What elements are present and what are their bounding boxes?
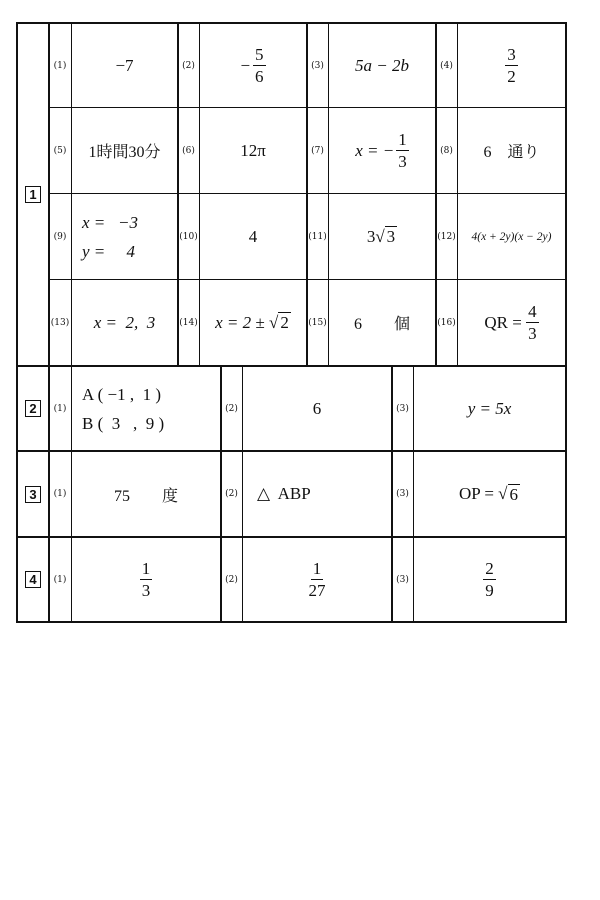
question-number: (3) <box>311 60 324 71</box>
numerator: 3 <box>507 45 516 64</box>
denominator: 3 <box>528 324 537 343</box>
numerator: 1 <box>312 559 322 578</box>
section-number: 2 <box>25 400 41 417</box>
denominator: 6 <box>255 67 264 86</box>
question-number: (9) <box>53 231 67 242</box>
numerator: 1 <box>398 130 407 149</box>
question-number: (1) <box>53 574 67 585</box>
section-number: 1 <box>25 186 41 203</box>
radicand: 3 <box>386 227 396 246</box>
table-border-right <box>565 22 567 623</box>
section-label-3 <box>18 452 48 536</box>
answer-1-5: 1時間30分 <box>88 144 161 161</box>
answer-1-11 <box>329 194 435 279</box>
fraction <box>483 560 496 599</box>
answer-line: B ( 3 , 9 ) <box>82 413 165 433</box>
question-number: (3) <box>396 403 409 414</box>
answer-1-7 <box>329 108 435 193</box>
section-label-2 <box>18 367 48 450</box>
radicand: 6 <box>509 484 519 504</box>
fraction <box>526 303 539 342</box>
question-number: (11) <box>308 231 327 242</box>
answer-1-16 <box>458 280 565 365</box>
denominator: 27 <box>308 581 326 600</box>
numerator: 4 <box>528 302 537 321</box>
numerator: 5 <box>255 45 264 64</box>
answer-1-6: 12π <box>240 140 266 160</box>
minus-sign: − <box>240 55 251 75</box>
fraction <box>253 46 266 85</box>
fraction <box>396 131 409 170</box>
question-number: (5) <box>53 145 67 156</box>
section-label-4 <box>18 538 48 621</box>
coefficient: 3 <box>366 226 376 246</box>
section-label-1 <box>18 24 48 365</box>
question-number: (10) <box>179 231 198 242</box>
question-number: (2) <box>182 60 195 71</box>
answer-4-1 <box>72 538 220 621</box>
question-number: (13) <box>50 317 70 328</box>
answer-1-2 <box>200 24 306 107</box>
table-border-bottom <box>16 621 567 623</box>
answer-3-2: △ ABP <box>257 484 311 503</box>
answer-line: y = 4 <box>82 241 136 261</box>
question-number: (7) <box>311 145 324 156</box>
question-number: (2) <box>225 489 238 499</box>
section-number: 3 <box>25 486 41 503</box>
question-number: (16) <box>437 317 456 328</box>
radical-sign: √ <box>269 312 279 332</box>
question-number: (15) <box>308 317 327 328</box>
section-number: 4 <box>25 571 41 588</box>
numerator: 1 <box>141 559 151 578</box>
question-number: (14) <box>179 317 198 328</box>
answer-line: A ( −1 , 1 ) <box>82 384 161 404</box>
answer-1-13: x = 2, 3 <box>93 312 156 332</box>
denominator: 2 <box>507 67 516 86</box>
question-number: (1) <box>53 60 67 71</box>
answer-2-1 <box>72 367 220 450</box>
answer-1-3: 5a − 2b <box>355 55 409 75</box>
denominator: 3 <box>398 152 407 171</box>
equation-prefix: x = − <box>355 140 395 160</box>
answer-3-1: 75 度 <box>113 487 178 505</box>
radicand: 2 <box>280 313 289 332</box>
question-number: (8) <box>440 145 453 156</box>
answer-2-3: y = 5x <box>467 398 512 418</box>
fraction <box>307 560 328 599</box>
equation-prefix: x = 2 ± <box>215 312 269 332</box>
answer-4-3 <box>414 538 565 621</box>
answer-1-10: 4 <box>248 226 258 246</box>
answer-1-14 <box>200 280 306 365</box>
equation-prefix: OP = <box>458 484 499 503</box>
question-number: (4) <box>440 60 453 71</box>
radical-sign: √ <box>375 226 385 246</box>
question-number: (3) <box>396 489 409 499</box>
fraction <box>140 560 153 599</box>
answer-1-15: 6 個 <box>353 316 410 333</box>
question-number: (1) <box>53 403 67 414</box>
answer-1-8: 6 通り <box>483 144 540 161</box>
answer-1-12: 4(x + 2y)(x − 2y) <box>471 230 552 243</box>
answer-1-4 <box>458 24 565 107</box>
question-number: (3) <box>396 574 409 585</box>
denominator: 3 <box>141 581 151 600</box>
radical-sign: √ <box>498 484 508 503</box>
answer-4-2 <box>243 538 391 621</box>
question-number: (2) <box>225 403 238 414</box>
fraction <box>505 46 518 85</box>
question-number: (12) <box>437 231 456 242</box>
answer-1-1: −7 <box>115 55 134 75</box>
answer-3-3 <box>414 452 565 536</box>
numerator: 2 <box>485 559 494 578</box>
question-number: (2) <box>225 574 238 585</box>
answer-2-2: 6 <box>312 398 322 418</box>
equation-prefix: QR = <box>484 312 527 332</box>
question-number: (1) <box>53 489 67 499</box>
answer-1-9 <box>72 194 177 279</box>
answer-line: x = −3 <box>82 212 138 232</box>
question-number: (6) <box>182 145 195 156</box>
denominator: 9 <box>485 581 494 600</box>
